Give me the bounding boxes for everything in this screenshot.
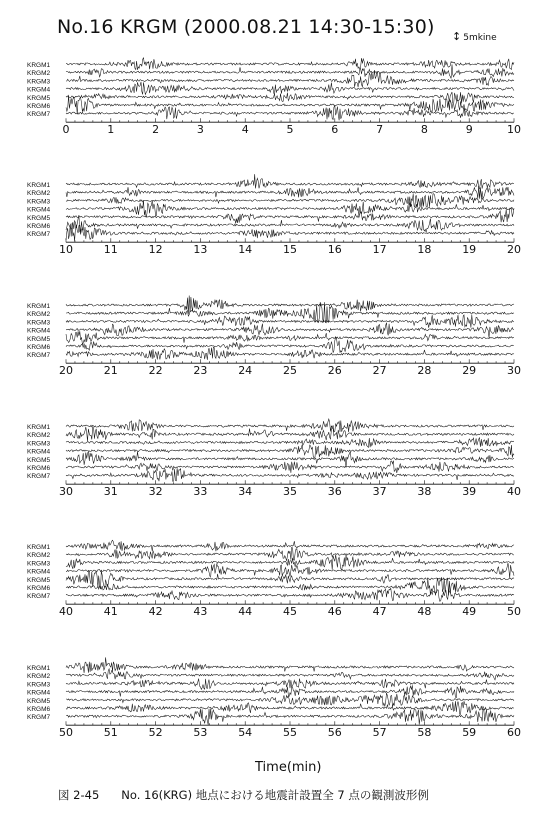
channel-label: KRGM6 — [27, 465, 51, 472]
tick-label: 20 — [507, 243, 521, 257]
channel-label: KRGM5 — [27, 335, 51, 343]
channel-label: KRGM3 — [27, 198, 51, 206]
waveform-krgm5 — [66, 92, 514, 104]
waveform-krgm2 — [66, 427, 514, 441]
tick-label: 39 — [462, 485, 477, 499]
waveform-krgm2 — [66, 64, 514, 78]
channel-label: KRGM6 — [27, 103, 51, 110]
waveform-krgm7 — [66, 588, 514, 601]
tick-label: 53 — [193, 726, 208, 740]
channel-label: KRGM5 — [27, 697, 51, 705]
channel-label: KRGM1 — [27, 665, 51, 672]
channel-label: KRGM7 — [27, 593, 51, 601]
waveform-krgm4 — [66, 563, 514, 578]
tick-label: 47 — [372, 605, 387, 619]
waveform-krgm7 — [66, 347, 514, 360]
tick-label: 40 — [507, 485, 521, 499]
channel-label: KRGM1 — [27, 62, 51, 69]
tick-label: 40 — [59, 605, 73, 619]
tick-label: 0 — [62, 123, 70, 137]
tick-label: 17 — [372, 243, 387, 257]
figure-number: 図 2-45 — [58, 788, 100, 802]
channel-label: KRGM1 — [27, 182, 51, 189]
waveform-krgm6 — [66, 95, 514, 115]
channel-label: KRGM7 — [27, 352, 51, 360]
tick-label: 35 — [283, 485, 297, 499]
tick-label: 18 — [417, 243, 432, 257]
waveform-krgm3 — [66, 438, 514, 448]
waveform-krgm3 — [66, 679, 514, 690]
channel-label: KRGM2 — [27, 432, 51, 440]
tick-label: 33 — [193, 485, 208, 499]
tick-label: 48 — [417, 605, 432, 619]
channel-label: KRGM6 — [27, 706, 51, 713]
chart-title: No.16 KRGM (2000.08.21 14:30-15:30) — [57, 16, 435, 38]
panel-3 — [27, 296, 521, 378]
tick-label: 24 — [238, 364, 253, 378]
tick-label: 41 — [103, 605, 118, 619]
tick-label: 34 — [238, 485, 253, 499]
channel-label: KRGM3 — [27, 440, 51, 448]
waveform-krgm2 — [66, 186, 514, 199]
waveform-krgm6 — [66, 577, 514, 595]
channel-label: KRGM2 — [27, 552, 51, 560]
tick-label: 46 — [327, 605, 342, 619]
tick-label: 25 — [283, 364, 297, 378]
channel-label: KRGM4 — [27, 86, 51, 94]
tick-label: 55 — [283, 726, 297, 740]
tick-label: 10 — [59, 243, 73, 257]
tick-label: 1 — [107, 123, 115, 137]
tick-label: 50 — [59, 726, 73, 740]
tick-label: 2 — [152, 123, 160, 137]
tick-label: 28 — [417, 364, 432, 378]
waveform-krgm7 — [66, 468, 514, 481]
tick-label: 56 — [327, 726, 342, 740]
tick-label: 43 — [193, 605, 208, 619]
waveform-krgm7 — [66, 106, 514, 121]
tick-label: 37 — [372, 485, 387, 499]
tick-label: 57 — [372, 726, 387, 740]
waveform-krgm1 — [66, 174, 514, 189]
channel-label: KRGM3 — [27, 560, 51, 568]
tick-label: 29 — [462, 364, 477, 378]
tick-label: 30 — [507, 364, 521, 378]
tick-label: 23 — [193, 364, 208, 378]
tick-label: 20 — [59, 364, 73, 378]
tick-label: 44 — [238, 605, 253, 619]
tick-label: 13 — [193, 243, 208, 257]
tick-label: 42 — [148, 605, 163, 619]
channel-label: KRGM4 — [27, 568, 51, 576]
tick-label: 12 — [148, 243, 163, 257]
channel-label: KRGM1 — [27, 424, 51, 431]
channel-label: KRGM2 — [27, 190, 51, 198]
channel-label: KRGM1 — [27, 303, 51, 310]
tick-label: 3 — [196, 123, 204, 137]
channel-label: KRGM5 — [27, 214, 51, 222]
channel-label: KRGM2 — [27, 673, 51, 681]
tick-label: 4 — [241, 123, 249, 137]
waveform-krgm3 — [66, 194, 514, 208]
tick-label: 27 — [372, 364, 387, 378]
waveform-krgm1 — [66, 296, 514, 315]
tick-label: 30 — [59, 485, 73, 499]
waveform-krgm3 — [66, 315, 514, 328]
waveform-krgm1 — [66, 540, 514, 551]
channel-label: KRGM1 — [27, 544, 51, 551]
tick-label: 11 — [103, 243, 118, 257]
channel-label: KRGM6 — [27, 344, 51, 351]
tick-label: 36 — [327, 485, 342, 499]
waveform-krgm2 — [66, 669, 514, 680]
waveform-krgm4 — [66, 323, 514, 338]
panel-5 — [27, 540, 521, 618]
tick-label: 32 — [148, 485, 163, 499]
channel-label: KRGM7 — [27, 111, 51, 119]
waveform-krgm3 — [66, 555, 514, 570]
channel-label: KRGM5 — [27, 456, 51, 464]
tick-label: 50 — [507, 605, 521, 619]
channel-label: KRGM4 — [27, 206, 51, 214]
tick-label: 54 — [238, 726, 253, 740]
figure-caption — [58, 787, 451, 803]
tick-label: 22 — [148, 364, 163, 378]
tick-label: 31 — [103, 485, 118, 499]
waveform-krgm4 — [66, 200, 514, 217]
channel-label: KRGM5 — [27, 576, 51, 584]
tick-label: 19 — [462, 243, 477, 257]
tick-label: 38 — [417, 485, 432, 499]
channel-label: KRGM3 — [27, 681, 51, 689]
tick-label: 49 — [462, 605, 477, 619]
channel-label: KRGM3 — [27, 319, 51, 327]
tick-label: 6 — [331, 123, 339, 137]
tick-label: 51 — [103, 726, 118, 740]
tick-label: 7 — [376, 123, 384, 137]
channel-label: KRGM6 — [27, 585, 51, 592]
channel-label: KRGM5 — [27, 94, 51, 102]
channel-label: KRGM4 — [27, 327, 51, 335]
waveform-krgm1 — [66, 419, 514, 432]
tick-label: 10 — [507, 123, 521, 137]
tick-label: 26 — [327, 364, 342, 378]
channel-label: KRGM7 — [27, 473, 51, 481]
channel-label: KRGM4 — [27, 689, 51, 697]
waveform-krgm6 — [66, 215, 514, 232]
tick-label: 8 — [420, 123, 428, 137]
tick-label: 59 — [462, 726, 477, 740]
tick-label: 5 — [286, 123, 294, 137]
tick-label: 60 — [507, 726, 521, 740]
scale-arrow-icon: ↕ — [452, 30, 462, 43]
waveform-krgm2 — [66, 547, 514, 561]
channel-label: KRGM2 — [27, 311, 51, 319]
channel-label: KRGM6 — [27, 223, 51, 230]
tick-label: 15 — [283, 243, 297, 257]
channel-label: KRGM3 — [27, 78, 51, 86]
panel-1 — [27, 58, 521, 136]
tick-label: 14 — [238, 243, 253, 257]
waveform-krgm5 — [66, 208, 514, 223]
waveform-krgm1 — [66, 657, 514, 673]
waveform-krgm6 — [66, 461, 514, 473]
panel-6 — [27, 657, 521, 739]
waveform-krgm4 — [66, 82, 514, 95]
waveform-krgm1 — [66, 58, 514, 70]
channel-label: KRGM7 — [27, 231, 51, 239]
panel-4 — [27, 419, 521, 498]
tick-label: 16 — [327, 243, 342, 257]
channel-label: KRGM2 — [27, 70, 51, 78]
tick-label: 45 — [283, 605, 297, 619]
waveform-krgm3 — [66, 70, 514, 87]
tick-label: 9 — [465, 123, 473, 137]
channel-label: KRGM7 — [27, 714, 51, 722]
tick-label: 21 — [103, 364, 118, 378]
x-axis-label: Time(min) — [255, 760, 322, 775]
panel-2 — [27, 174, 521, 256]
waveform-krgm5 — [66, 331, 514, 344]
channel-label: KRGM4 — [27, 448, 51, 456]
tick-label: 52 — [148, 726, 163, 740]
scale-label: 5mkine — [463, 33, 497, 43]
figure-caption-text: No. 16(KRG) 地点における地震計設置全 7 点の観測波形例 — [121, 788, 429, 802]
tick-label: 58 — [417, 726, 432, 740]
waveform-krgm5 — [66, 693, 514, 707]
